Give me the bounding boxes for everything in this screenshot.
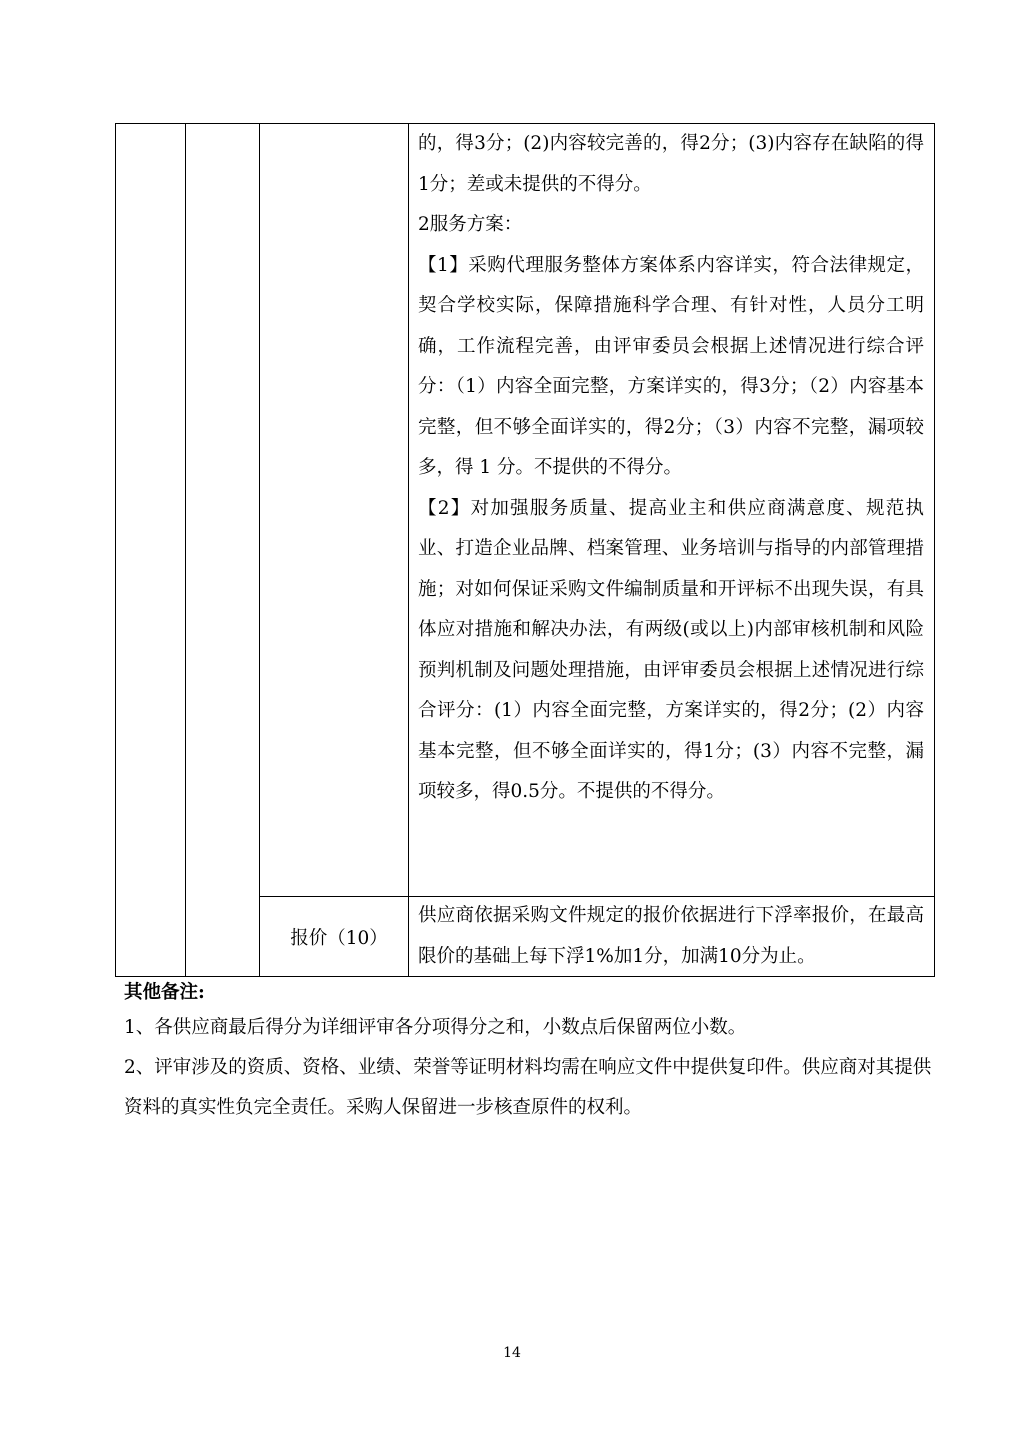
scoring-table [115, 123, 935, 977]
page-number: 14 [503, 1345, 521, 1361]
criteria-cell [418, 124, 924, 813]
note-item: 1、各供应商最后得分为详细评审各分项得分之和，小数点后保留两位小数。 [124, 1017, 747, 1038]
price-criteria-cell [418, 896, 924, 977]
table-column-divider [259, 124, 260, 976]
note-item: 2、评审涉及的资质、资格、业绩、荣誉等证明材料均需在响应文件中提供复印件。供应商对其提供资料的真实性负完全责任。采购人保留进一步核查原件的权利。 [124, 1057, 932, 1118]
price-label: 报价（10） [290, 928, 388, 949]
table-column-divider [185, 124, 186, 976]
criteria-paragraph-1: 的，得3分；(2)内容较完善的，得2分；(3)内容存在缺陷的得1分；差或未提供的不得分。 [418, 133, 924, 195]
criteria-paragraph-4: 【2】对加强服务质量、提高业主和供应商满意度、规范执业、打造企业品牌、档案管理、业务培训与指导的内部管理措施；对如何保证采购文件编制质量和开评标不出现失误，有具体应对措施和解决办法，有两级(或以上)内部审核机制和风险预判机制及问题处理措施，由评审委员会根据上述情况进行综合评分：(1）内容全面完整，方案详实的，得2分；(2）内容基本完整，但不够全面详实的，得1分；(3）内容不完整，漏项较多，得0.5分。不提供的不得分。 [418, 497, 924, 802]
criteria-paragraph-2: 2服务方案： [418, 214, 523, 235]
criteria-paragraph-3: 【1】采购代理服务整体方案体系内容详实，符合法律规定，契合学校实际，保障措施科学合理、有针对性，人员分工明确，工作流程完善，由评审委员会根据上述情况进行综合评分：（1）内容全面完整，方案详实的，得3分；（2）内容基本完整，但不够全面详实的，得2分；（3）内容不完整，漏项较多，得 1 分。不提供的不得分。 [418, 254, 924, 478]
price-criteria-text: 供应商依据采购文件规定的报价依据进行下浮率报价，在最高限价的基础上每下浮1%加1分，加满10分为止。 [418, 905, 924, 967]
notes-title: 其他备注: [124, 982, 205, 1003]
notes-section [124, 978, 944, 1128]
table-column-divider [408, 124, 409, 976]
